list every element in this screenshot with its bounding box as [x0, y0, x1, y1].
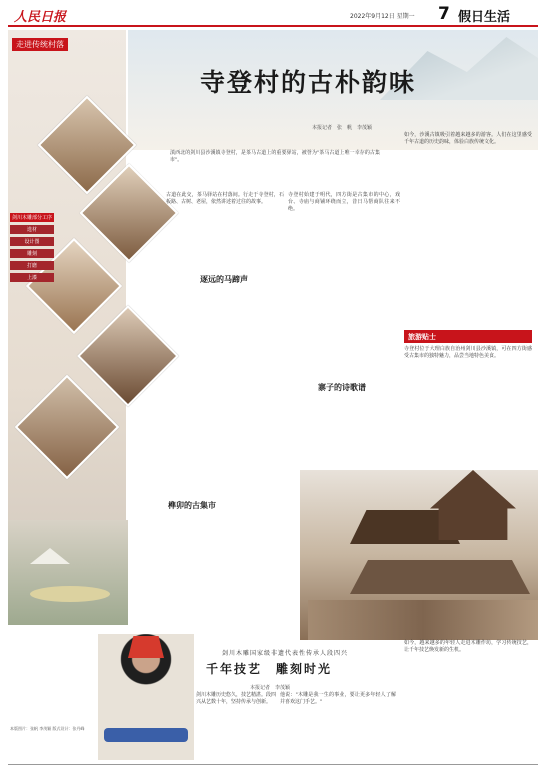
cafe-table	[30, 586, 110, 602]
page-number: 7	[438, 4, 450, 24]
article-subhead-2: 榫卯的古集市	[168, 501, 216, 510]
article-column-c: 如今，沙溪古镇吸引着越来越多的游客。人们在这里感受千年古道的历史韵味，体验白族传统文化。	[404, 132, 532, 145]
feature-column-f: 如今，越来越多的年轻人走进木雕作坊，学习传统技艺，让千年技艺焕发新的生机。	[404, 640, 532, 653]
process-sidebar	[10, 213, 54, 285]
sidebar-item: 雕刻	[10, 249, 54, 258]
village-crowd	[308, 600, 538, 640]
section-title: 假日生活	[458, 10, 511, 25]
portrait-headdress	[128, 636, 164, 658]
article-lead: 滇西北的剑川县沙溪镇寺登村，是茶马古道上的重要驿站，被誉为"茶马古道上唯一幸存的古集市"。	[170, 150, 380, 163]
feature-title: 千年技艺 雕刻时光	[206, 662, 333, 676]
footer-rule	[8, 764, 538, 765]
publication-date: 2022年9月12日 星期一	[350, 13, 415, 20]
feature-column-e: 他说："木雕是我一生的事业，要让更多年轻人了解并喜欢这门手艺。"	[280, 692, 396, 705]
article-subhead-1: 逐远的马蹄声	[200, 275, 248, 284]
header-rule	[8, 25, 538, 27]
portrait-tray	[104, 728, 188, 742]
travel-tips-header: 旅游贴士	[404, 330, 532, 343]
sidebar-item: 选材	[10, 225, 54, 234]
article-column-a: 古道在此交，茶马驿站在村落间。行走于寺登村，石板路、古树、老屋，依然讲述着过往的故事。	[166, 192, 284, 205]
article-title: 寺登村的古朴韵味	[200, 68, 417, 97]
sidebar-item: 上漆	[10, 273, 54, 282]
feature-byline: 本报记者 李茂颖	[250, 685, 291, 691]
feature-ribbon: 剑川木雕国家级非遗代表性传承人段四兴	[221, 650, 348, 657]
sidebar-item: 设计图	[10, 237, 54, 246]
sidebar-title: 剑川木雕部分工序	[12, 215, 53, 221]
photo-credit: 本版图片：张帆 李茂颖 版式设计：张丹峰	[10, 726, 85, 731]
travel-tips-body: 寺登村位于大理白族自治州剑川县沙溪镇，可在四方街感受古集市的独特魅力，品尝当地特色美食。	[404, 346, 532, 359]
article-column-b: 寺登村始建于明代，四方街是古集市的中心，戏台、寺庙与商铺环绕而立，昔日马帮商队往来不绝。	[288, 192, 400, 212]
village-gate	[350, 560, 530, 594]
cafe-photo	[8, 520, 128, 625]
masthead-logo: 人民日报	[14, 10, 67, 25]
sidebar-item: 打磨	[10, 261, 54, 270]
article-subhead-3: 寨子的诗歌谱	[318, 383, 366, 392]
article-byline: 本报记者 张 帆 李茂颖	[312, 125, 373, 131]
column-banner: 走进传统村落	[12, 38, 68, 51]
feature-column-d: 剑川木雕历史悠久，技艺精湛。段四兴从艺数十年，坚持传承与创新。	[196, 692, 277, 705]
